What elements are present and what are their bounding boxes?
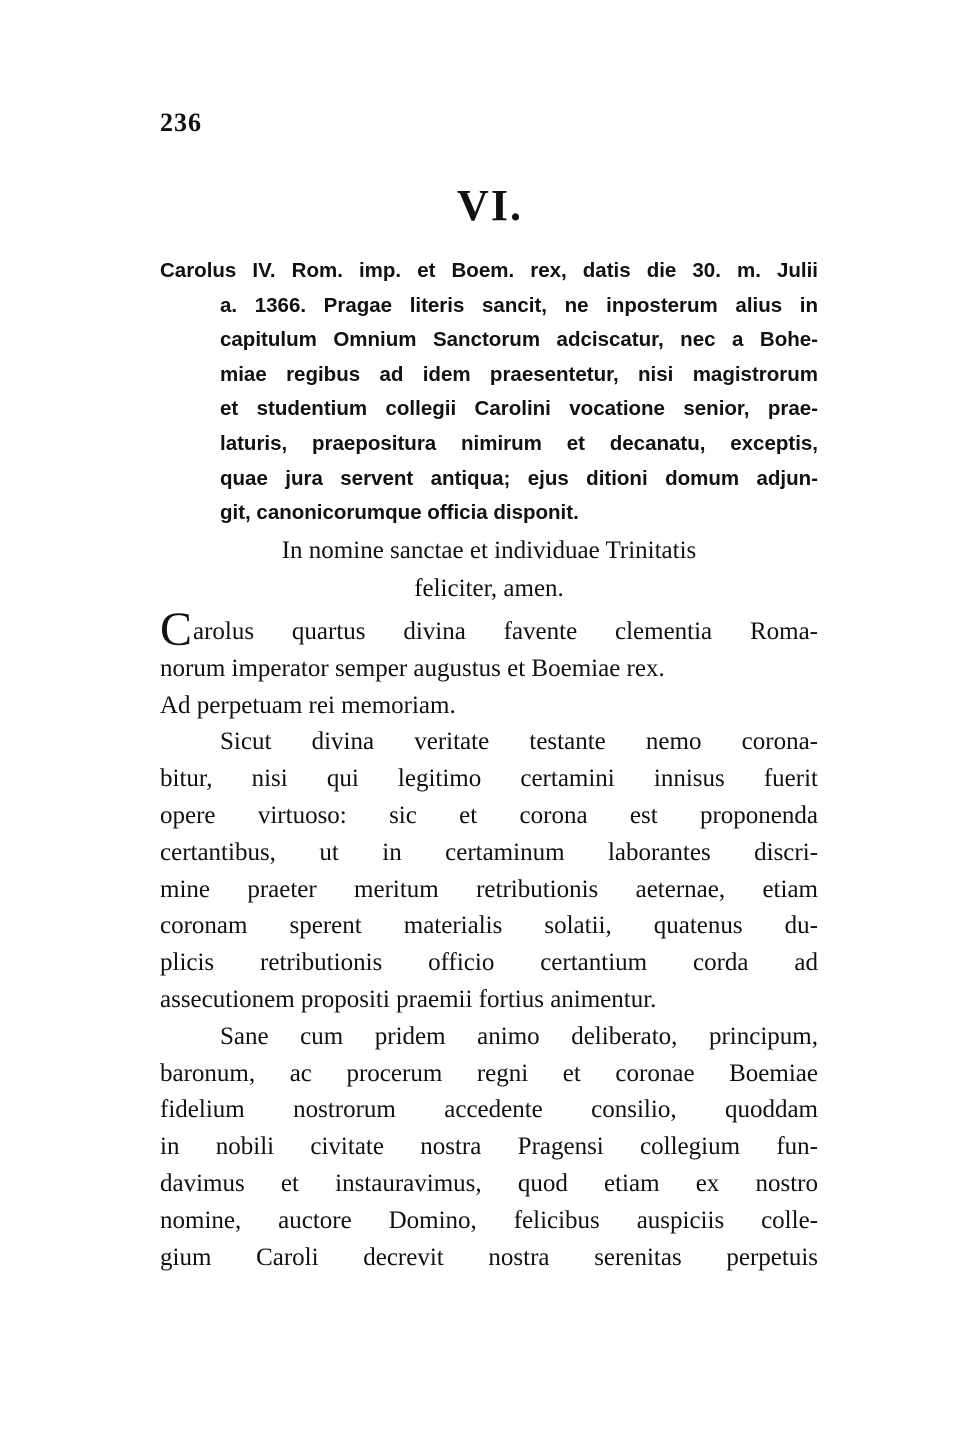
text-line: assecutionem propositi praemii fortius animentur.: [160, 985, 657, 1013]
charter-text: [160, 603, 818, 1276]
summary-line: miae regibus ad idem praesentetur, nisi magistrorum: [220, 362, 818, 386]
text-line-rest: arolus quartus divina favente clementia Roma-: [193, 618, 818, 645]
drop-cap: C: [160, 603, 193, 656]
document-summary: [160, 254, 818, 531]
text-line: mine praeter meritum retributionis aeternae, etiam: [160, 875, 818, 903]
invocation: [160, 532, 818, 608]
text-line: Ad perpetuam rei memoriam.: [160, 691, 456, 719]
text-line: Sane cum pridem animo deliberato, principum,: [220, 1022, 818, 1050]
text-line: coronam sperent materialis solatii, quatenus du-: [160, 912, 818, 940]
text-line: opere virtuoso: sic et corona est proponenda: [160, 801, 818, 829]
text-line: norum imperator semper augustus et Boemiae rex.: [160, 654, 665, 682]
summary-line: a. 1366. Pragae literis sancit, ne inposterum alius in: [220, 293, 818, 317]
text-line: davimus et instauravimus, quod etiam ex nostro: [160, 1169, 818, 1197]
text-line: gium Caroli decrevit nostra serenitas perpetuis: [160, 1243, 818, 1271]
invocation-line: feliciter, amen.: [414, 575, 564, 602]
summary-line: capitulum Omnium Sanctorum adciscatur, nec a Bohe-: [220, 328, 818, 352]
text-line: [160, 603, 818, 656]
text-line: nomine, auctore Domino, felicibus auspiciis colle-: [160, 1206, 818, 1234]
section-heading: VI.: [457, 181, 523, 230]
summary-line: et studentium collegii Carolini vocatione senior, prae-: [220, 397, 818, 421]
page-number: 236: [160, 108, 202, 137]
text-line: fidelium nostrorum accedente consilio, quoddam: [160, 1096, 818, 1124]
text-line: baronum, ac procerum regni et coronae Boemiae: [160, 1059, 818, 1087]
text-line: plicis retributionis officio certantium corda ad: [160, 949, 818, 977]
text-line: in nobili civitate nostra Pragensi collegium fun-: [160, 1133, 818, 1161]
summary-line: git, canonicorumque officia disponit.: [220, 501, 579, 525]
invocation-line: In nomine sanctae et individuae Trinitatis: [281, 537, 697, 564]
text-line: bitur, nisi qui legitimo certamini innisus fuerit: [160, 765, 818, 793]
summary-line: laturis, praepositura nimirum et decanatu, exceptis,: [220, 431, 818, 455]
text-line: Sicut divina veritate testante nemo corona-: [220, 728, 818, 756]
summary-line: quae jura servent antiqua; ejus ditioni domum adjun-: [220, 466, 818, 490]
text-line: certantibus, ut in certaminum laborantes discri-: [160, 838, 818, 866]
summary-line: Carolus IV. Rom. imp. et Boem. rex, datis die 30. m. Julii: [160, 259, 818, 282]
